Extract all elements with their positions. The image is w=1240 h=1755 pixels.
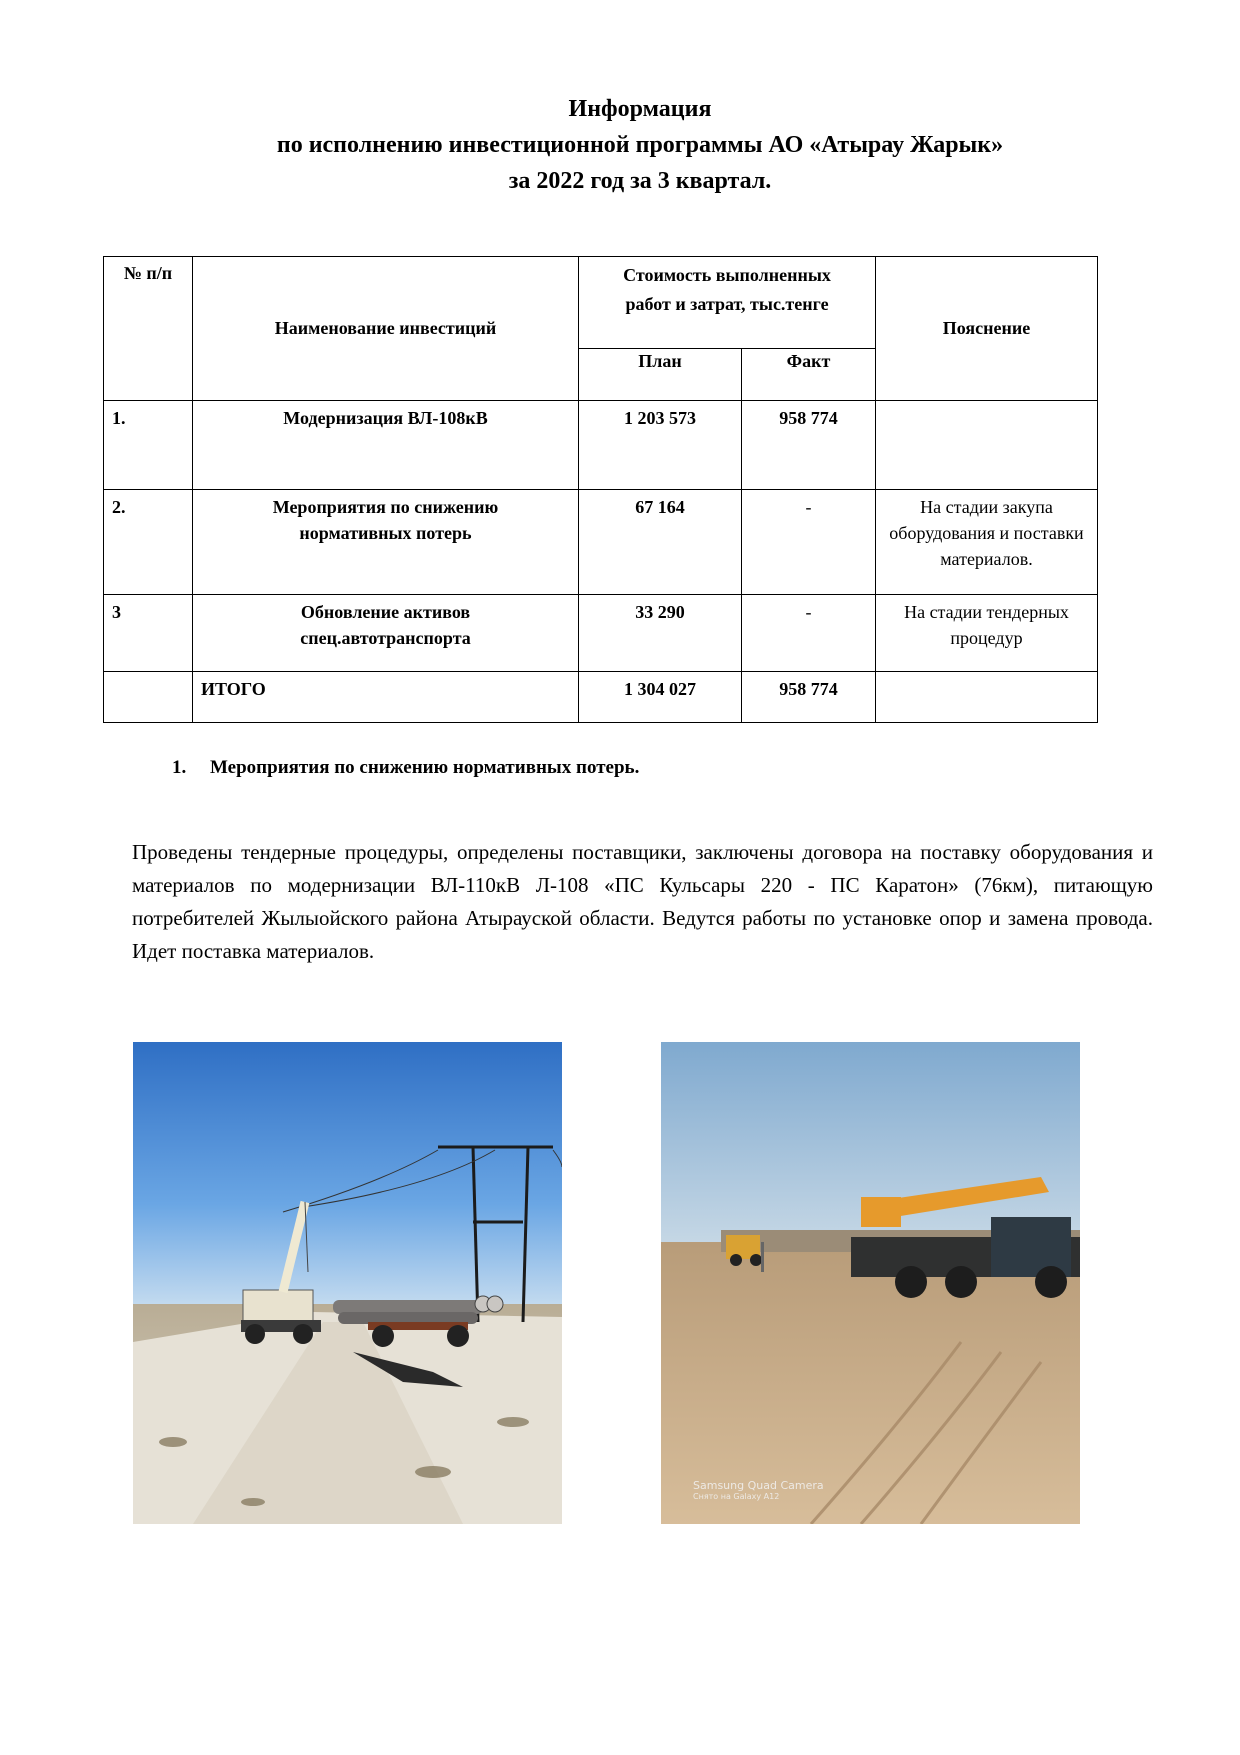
document-title	[0, 91, 1240, 199]
total-plan: 1 304 027	[579, 672, 742, 723]
title-line-2: по исполнению инвестиционной программы АО «Атырау Жарык»	[276, 132, 1004, 158]
header-name: Наименование инвестиций	[193, 257, 579, 401]
table-total-row	[104, 672, 1098, 723]
body-paragraph: Проведены тендерные процедуры, определены поставщики, заключены договора на поставку оборудования и материалов по модернизации ВЛ-110кВ Л-108 «ПС Кульсары 220 - ПС Каратон» (76км), питающую потребителей Жылыойского района Атырауской области. Ведутся работы по установке опор и замена провода. Идет поставка материалов.	[132, 840, 1153, 963]
total-note	[876, 672, 1098, 723]
row-fact: -	[742, 490, 876, 595]
row-num: 2.	[104, 490, 193, 595]
header-num: № п/п	[104, 257, 193, 401]
total-label: ИТОГО	[193, 672, 579, 723]
row-note: На стадии тендерных процедур	[876, 595, 1098, 672]
section-number: 1.	[172, 757, 187, 778]
watermark-line-2: Снято на Galaxy A12	[693, 1492, 780, 1501]
watermark-line-1: Samsung Quad Camera	[693, 1479, 824, 1492]
row-plan: 33 290	[579, 595, 742, 672]
row-note: На стадии закупа оборудования и поставки материалов.	[876, 490, 1098, 595]
row-plan: 67 164	[579, 490, 742, 595]
photo-crane-truck-site	[661, 1042, 1080, 1524]
row-name: Обновление активов спец.автотранспорта	[193, 595, 579, 672]
section-heading	[172, 757, 639, 779]
row-name: Модернизация ВЛ-108кВ	[193, 401, 579, 490]
row-fact: 958 774	[742, 401, 876, 490]
header-note: Пояснение	[876, 257, 1098, 401]
title-line-1: Информация	[568, 96, 712, 122]
photo-crane-power-line	[133, 1042, 562, 1524]
header-plan: План	[579, 349, 742, 401]
table-row	[104, 595, 1098, 672]
table-row	[104, 401, 1098, 490]
row-note	[876, 401, 1098, 490]
row-plan: 1 203 573	[579, 401, 742, 490]
header-cost: Стоимость выполненных работ и затрат, тыс.тенге	[579, 257, 876, 349]
row-fact: -	[742, 595, 876, 672]
row-num: 3	[104, 595, 193, 672]
investment-table	[103, 256, 1098, 723]
title-line-3: за 2022 год за 3 квартал.	[508, 168, 772, 194]
header-fact: Факт	[742, 349, 876, 401]
row-num: 1.	[104, 401, 193, 490]
total-num	[104, 672, 193, 723]
section-title: Мероприятия по снижению нормативных потерь.	[210, 757, 640, 778]
row-name: Мероприятия по снижению нормативных потерь	[193, 490, 579, 595]
total-fact: 958 774	[742, 672, 876, 723]
photo-watermark	[693, 1480, 824, 1502]
table-row	[104, 490, 1098, 595]
